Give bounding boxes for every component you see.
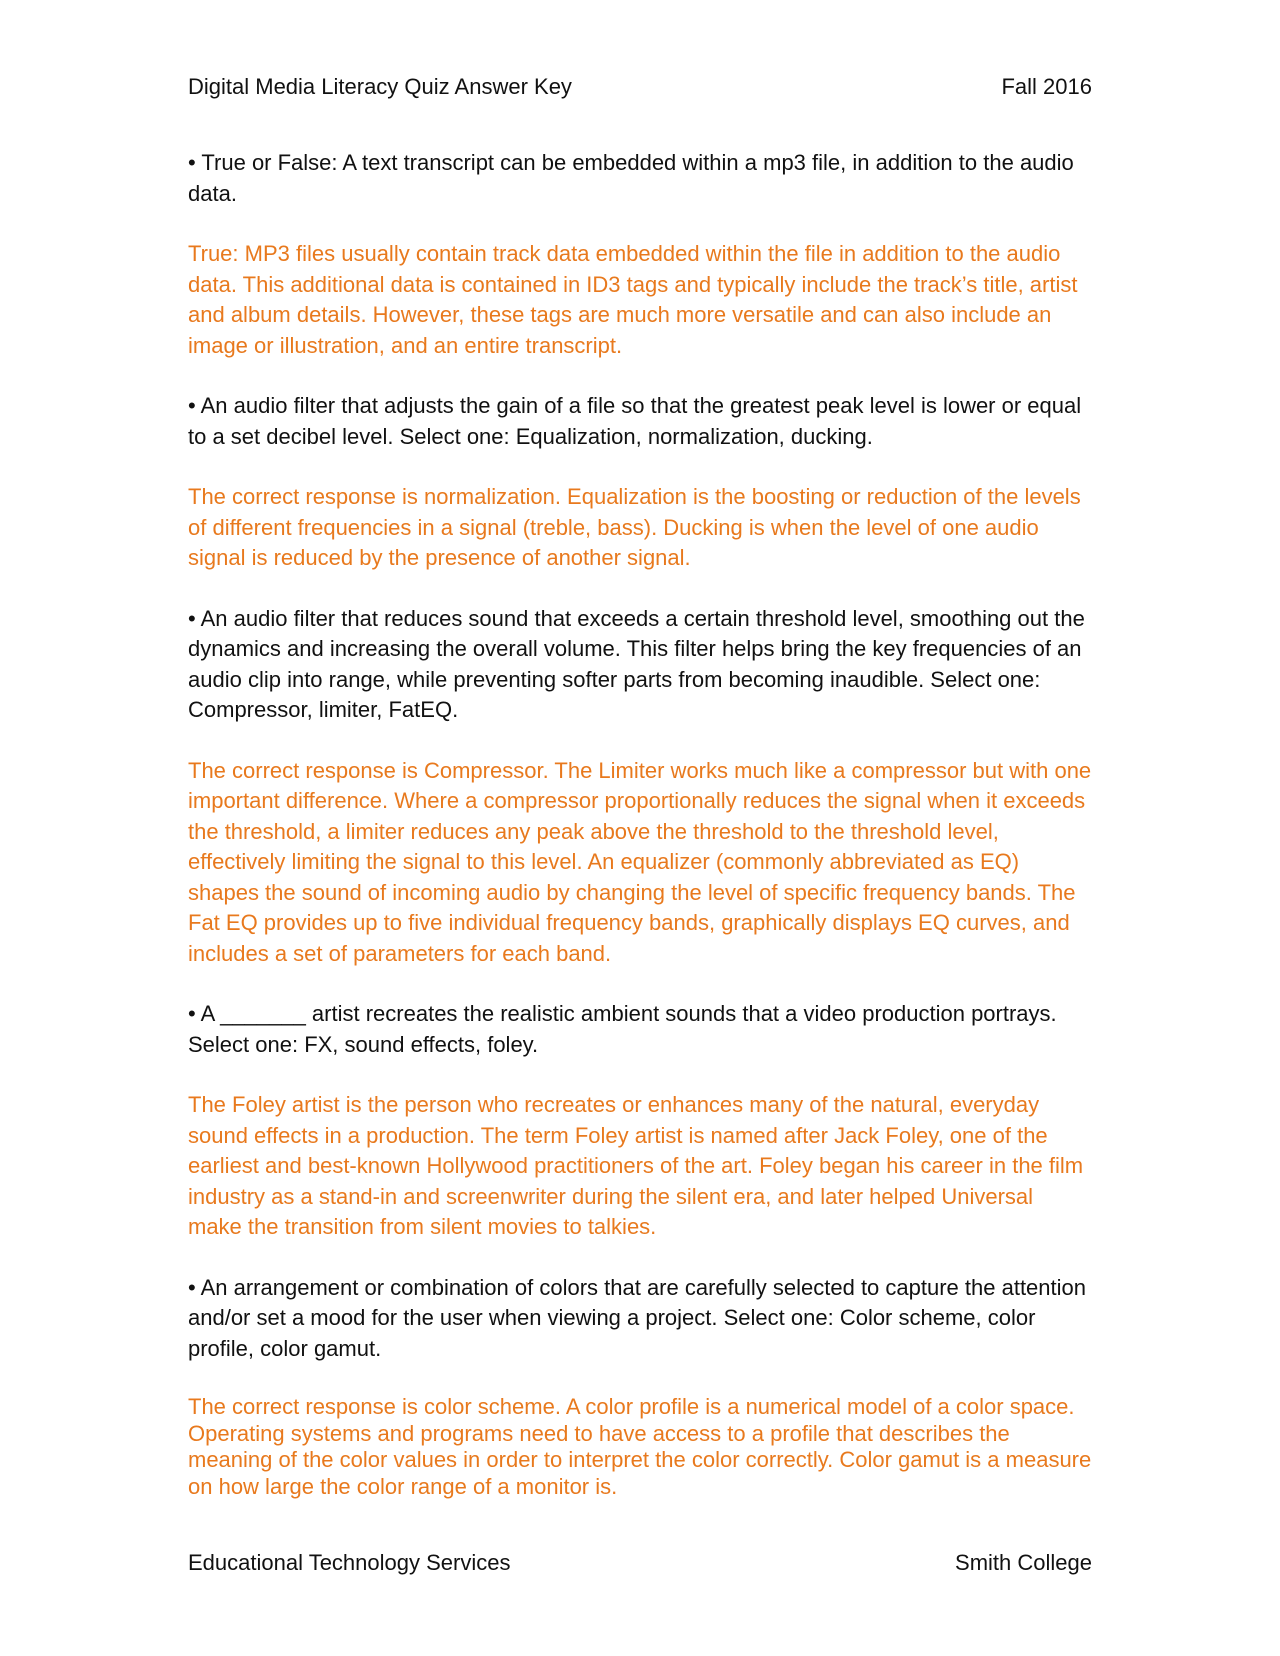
answer-1: True: MP3 files usually contain track data embedded within the file in addition to the audio data. This additional data is contained in ID3 tags and typically include the track’s title, artist and album details. However, these tags are much more versatile and can also include an image or illustration, and an entire transcript. xyxy=(188,241,1078,358)
page-header xyxy=(188,72,1092,102)
question-1: • True or False: A text transcript can be embedded within a mp3 file, in addition to the audio data. xyxy=(188,150,1074,206)
answer-5: The correct response is color scheme. A color profile is a numerical model of a color space. Operating systems and programs need to have access to a profile that describes the meaning of the color values in order to interpret the color correctly. Color gamut is a measure on how large the color range of a monitor is. xyxy=(188,1394,1092,1499)
quiz-content xyxy=(188,148,1092,1530)
question-4: • A _______ artist recreates the realistic ambient sounds that a video production portrays. Select one: FX, sound effects, foley. xyxy=(188,1001,1057,1057)
answer-4: The Foley artist is the person who recreates or enhances many of the natural, everyday sound effects in a production. The term Foley artist is named after Jack Foley, one of the earliest and best-known Hollywood practitioners of the art. Foley began his career in the film industry as a stand-in and screenwriter during the silent era, and later helped Universal make the transition from silent movies to talkies. xyxy=(188,1092,1084,1239)
question-5: • An arrangement or combination of colors that are carefully selected to capture the attention and/or set a mood for the user when viewing a project. Select one: Color scheme, color profile, color gamut. xyxy=(188,1274,1086,1361)
document-page xyxy=(188,0,1092,1656)
document-term: Fall 2016 xyxy=(1001,74,1092,99)
question-3: • An audio filter that reduces sound that exceeds a certain threshold level, smoothing out the dynamics and increasing the overall volume. This filter helps bring the key frequencies of an audio clip into range, while preventing softer parts from becoming inaudible. Select one: Compressor, limiter, FatEQ. xyxy=(188,605,1085,722)
page-footer xyxy=(188,1548,1092,1578)
footer-department: Educational Technology Services xyxy=(188,1550,511,1575)
answer-2: The correct response is normalization. Equalization is the boosting or reduction of the levels of different frequencies in a signal (treble, bass). Ducking is when the level of one audio signal is reduced by the presence of another signal. xyxy=(188,484,1081,570)
question-2: • An audio filter that adjusts the gain of a file so that the greatest peak level is lower or equal to a set decibel level. Select one: Equalization, normalization, ducking. xyxy=(188,393,1082,449)
footer-institution: Smith College xyxy=(955,1550,1092,1575)
answer-3: The correct response is Compressor. The Limiter works much like a compressor but with one important difference. Where a compressor proportionally reduces the signal when it exceeds the threshold, a limiter reduces any peak above the threshold to the threshold level, effectively limiting the signal to this level. An equalizer (commonly abbreviated as EQ) shapes the sound of incoming audio by changing the level of specific frequency bands. The Fat EQ provides up to five individual frequency bands, graphically displays EQ curves, and includes a set of parameters for each band. xyxy=(188,757,1092,966)
document-title: Digital Media Literacy Quiz Answer Key xyxy=(188,74,572,99)
